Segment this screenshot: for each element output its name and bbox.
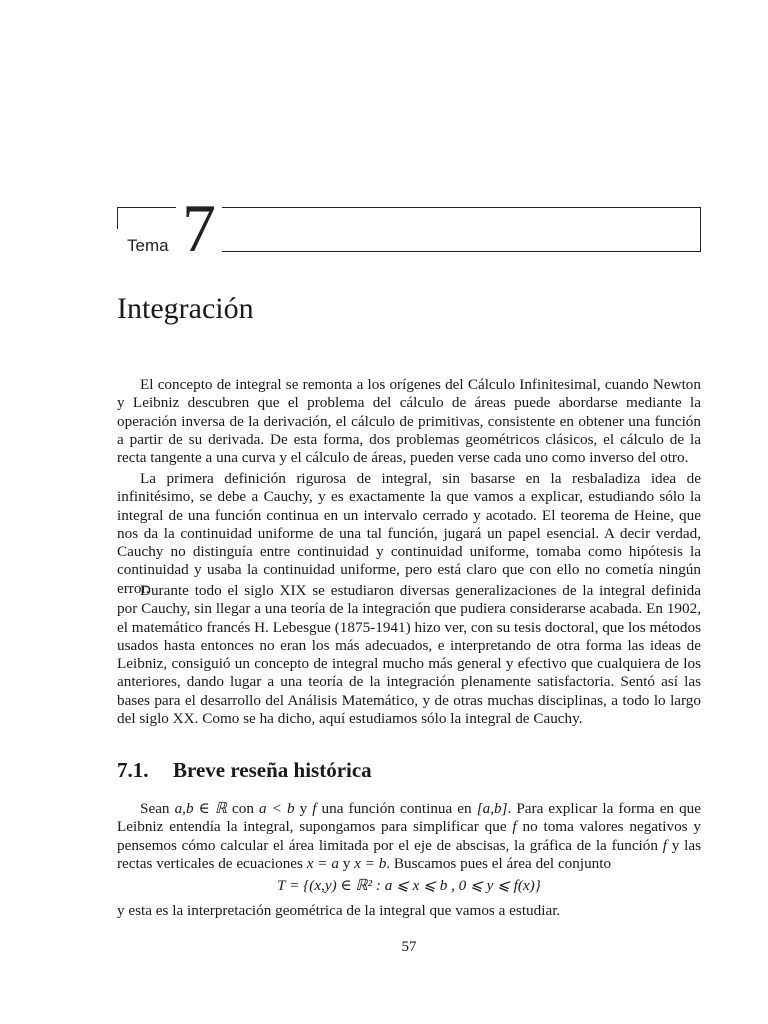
math-run: a < b <box>259 800 295 817</box>
chapter-number: 7 <box>176 190 222 266</box>
text-run: Sean <box>140 800 175 817</box>
section-title: Breve reseña histórica <box>173 758 372 782</box>
text-run: con <box>226 800 259 817</box>
text-run: . Para explicar la forma en que Leibniz entendía la integral, supongamos para simplificar que <box>117 800 702 836</box>
text-run: una función continua en <box>316 800 477 817</box>
section-heading <box>117 757 372 783</box>
math-run: f <box>312 800 317 817</box>
text-run: no toma valores negativos y pensemos cómo calcular el área limitada por el eje de abscisas, la gráfica de la función <box>117 818 701 854</box>
frame-bottom-line <box>221 251 701 252</box>
math-run: f <box>662 836 667 854</box>
closing-paragraph: y esta es la interpretación geométrica de la integral que vamos a estudiar. <box>117 902 561 919</box>
text-run: y <box>338 854 355 872</box>
math-run: a,b ∈ ℝ <box>174 800 227 817</box>
math-run: [a,b] <box>476 800 508 817</box>
paragraph-2: La primera definición rigurosa de integral, sin basarse en la resbaladiza idea de infinitésimo, se debe a Cauchy, y es exactamente la que vamos a explicar, estudiando sólo la integral de una función continua en un intervalo cerrado y acotado. El teorema de Heine, que nos da la continuidad uniforme de una tal función, jugará un papel esencial. A decir verdad, Cauchy no distinguía entre continuidad y continuidad uniforme, tomaba como hipótesis la continuidad y usaba la continuidad uniforme, pero está claro que con ello no cometía ningún error. <box>117 470 701 597</box>
set-formula: T = {(x,y) ∈ ℝ² : a ⩽ x ⩽ b , 0 ⩽ y ⩽ f(x)} <box>277 877 541 894</box>
frame-left-tick <box>117 207 118 229</box>
chapter-title: Integración <box>117 292 254 325</box>
paragraph-3: Durante todo el siglo XIX se estudiaron diversas generalizaciones de la integral definida por Cauchy, sin llegar a una teoría de la integración que pudiera considerarse acabada. En 1902, el matemático francés H. Lebesgue (1875-1941) hizo ver, con su tesis doctoral, que los métodos usados hasta entonces no eran los más adecuados, e interpretando de otra forma las ideas de Leibniz, consiguió un concepto de integral mucho más general y efectivo que cualquiera de los anteriores, dando lugar a una teoría de la integración plenamente satisfactoria. Sentó así las bases para el desarrollo del Análisis Matemático, y de otras muchas disciplinas, a todo lo largo del siglo XX. Como se ha dicho, aquí estudiamos sólo la integral de Cauchy. <box>117 582 701 728</box>
page-number: 57 <box>401 939 417 955</box>
math-run: f <box>512 818 517 836</box>
section-number: 7.1. <box>117 758 149 782</box>
math-run: x = b <box>354 854 387 872</box>
text-run: . Buscamos pues el área del conjunto <box>386 854 612 872</box>
section-paragraph <box>117 800 701 873</box>
text-run: y las rectas verticales de ecuaciones <box>117 836 702 872</box>
frame-right-line <box>700 207 701 252</box>
paragraph-1: El concepto de integral se remonta a los orígenes del Cálculo Infinitesimal, cuando Newton y Leibniz descubren que el problema del cálculo de áreas puede abordarse mediante la operación inversa de la derivación, el cálculo de primitivas, consistente en obtener una función a partir de su derivada. De esta forma, dos problemas geométricos clásicos, el cálculo de la recta tangente a una curva y el cálculo de áreas, pueden verse cada uno como inverso del otro. <box>117 376 701 467</box>
math-run: x = a <box>306 854 339 872</box>
text-run: y <box>294 800 313 817</box>
chapter-label: Tema <box>127 236 169 255</box>
